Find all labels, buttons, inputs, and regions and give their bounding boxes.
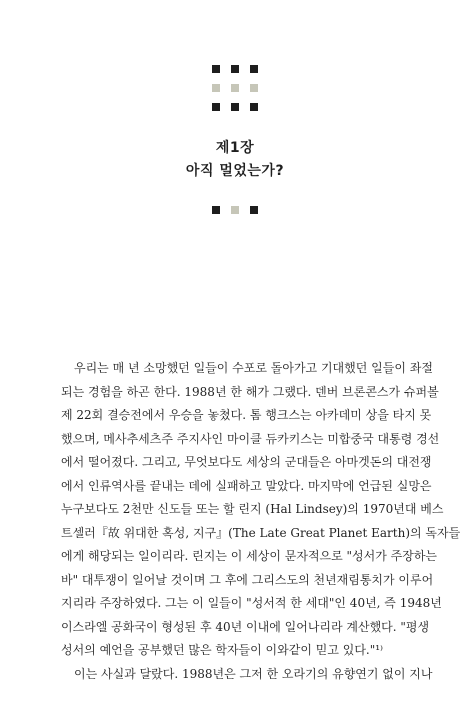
body-line: 에서 떨어졌다. 그리고, 무엇보다도 세상의 군대들은 아마겟돈의 대전쟁 xyxy=(61,455,432,469)
chapter-divider-ornament xyxy=(0,206,470,214)
ornament-square xyxy=(212,206,220,214)
ornament-square xyxy=(212,103,220,111)
ornament-square xyxy=(250,103,258,111)
ornament-row-bottom xyxy=(0,103,470,111)
ornament-square xyxy=(231,103,239,111)
body-line: 에서 인류역사를 끝내는 데에 실패하고 말았다. 마지막에 언급된 실망은 xyxy=(61,478,432,493)
body-line: 했으며, 메사추세츠주 주지사인 마이클 듀카키스는 미합중국 대통령 경선 xyxy=(61,431,440,446)
ornament-square xyxy=(250,206,258,214)
body-line: 에게 해당되는 일이리라. 린지는 이 세상이 문자적으로 "성서가 주장하는 xyxy=(61,549,438,563)
body-line: 지리라 주장하였다. 그는 이 일들이 "성서적 한 세대"인 40년, 즉 1948년 xyxy=(61,596,442,610)
body-line: 이는 사실과 달랐다. 1988년은 그저 한 오라기의 유향연기 없이 지나 xyxy=(74,666,433,681)
body-line: 우리는 매 년 소망했던 일들이 수포로 돌아가고 기대했던 일들이 좌절 xyxy=(74,361,433,375)
ornament-square xyxy=(250,84,258,92)
body-line: 이스라엘 공화국이 형성된 후 40년 이내에 일어나리라 계산했다. "평생 xyxy=(61,619,430,634)
chapter-label: 제1장 xyxy=(215,140,255,156)
body-line: 성서의 예언을 공부했던 많은 학자들이 이와같이 믿고 있다."¹⁾ xyxy=(61,643,384,657)
body-line: 트셀러『故 위대한 혹성, 지구』(The Late Great Planet Earth)의 독자들 xyxy=(61,525,461,540)
ornament-square xyxy=(212,84,220,92)
ornament-square xyxy=(250,65,258,73)
ornament-square xyxy=(231,84,239,92)
body-line: 누구보다도 2천만 신도들 또는 할 린지 (Hal Lindsey)의 1970년대 베스 xyxy=(61,502,444,516)
ornament-square xyxy=(231,206,239,214)
ornament-square xyxy=(231,65,239,73)
body-line: 바" 대투쟁이 일어날 것이며 그 후에 그리스도의 천년재림통치가 이루어 xyxy=(61,572,434,587)
ornament-square xyxy=(212,65,220,73)
body-line: 제 22회 결승전에서 우승을 놓쳤다. 톰 행크스는 아카데미 상을 타지 못 xyxy=(61,408,432,422)
ornament-row-top xyxy=(0,65,470,73)
body-text xyxy=(61,357,461,686)
body-line: 되는 경험을 하곤 한다. 1988년 한 해가 그랬다. 덴버 브론콘스가 슈퍼볼 xyxy=(61,384,439,399)
chapter-title: 아직 멀었는가? xyxy=(185,163,285,179)
ornament-row-middle xyxy=(0,84,470,92)
